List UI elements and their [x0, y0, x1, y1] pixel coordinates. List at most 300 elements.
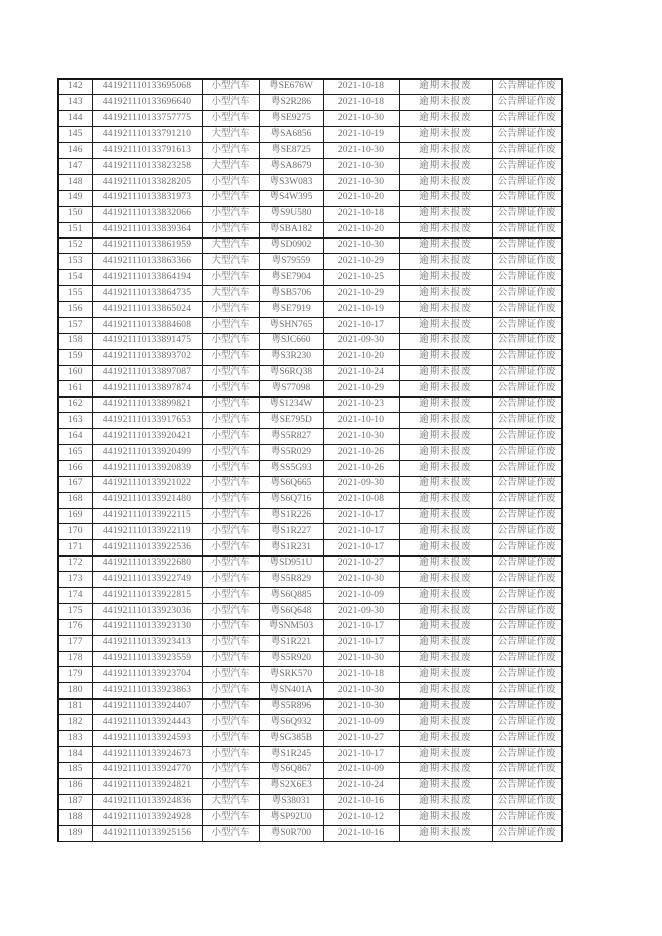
date-cell: 2021-10-26	[323, 444, 399, 460]
status-cell: 逾期未报废	[399, 270, 492, 286]
date-cell: 2021-10-20	[323, 222, 399, 238]
vehicle-type-cell: 小型汽车	[202, 301, 259, 317]
date-cell: 2021-10-09	[323, 588, 399, 604]
vehicle-type-cell: 小型汽车	[202, 143, 259, 159]
note-cell: 公告牌证作废	[492, 317, 562, 333]
plate-number-cell: 粤SP92U0	[259, 810, 323, 826]
table-row	[58, 429, 562, 445]
note-cell: 公告牌证作废	[492, 826, 562, 842]
plate-number-cell: 粤S5R829	[259, 572, 323, 588]
note-cell: 公告牌证作废	[492, 460, 562, 476]
note-cell: 公告牌证作废	[492, 238, 562, 254]
vehicle-type-cell: 小型汽车	[202, 429, 259, 445]
date-cell: 2021-10-20	[323, 190, 399, 206]
table-row	[58, 603, 562, 619]
plate-number-cell: 粤S0R700	[259, 826, 323, 842]
status-cell: 逾期未报废	[399, 222, 492, 238]
note-cell: 公告牌证作废	[492, 254, 562, 270]
plate-number-cell: 粤S6Q716	[259, 492, 323, 508]
table-row	[58, 158, 562, 174]
vehicle-type-cell: 小型汽车	[202, 731, 259, 747]
plate-number-cell: 粤S1R227	[259, 524, 323, 540]
row-number-cell: 153	[58, 254, 92, 270]
note-cell: 公告牌证作废	[492, 111, 562, 127]
table-row	[58, 794, 562, 810]
table-row	[58, 556, 562, 572]
record-id-cell: 441921110133791210	[92, 127, 202, 143]
record-id-cell: 441921110133922680	[92, 556, 202, 572]
note-cell: 公告牌证作废	[492, 699, 562, 715]
plate-number-cell: 粤SG385B	[259, 731, 323, 747]
record-id-cell: 441921110133839364	[92, 222, 202, 238]
status-cell: 逾期未报废	[399, 349, 492, 365]
status-cell: 逾期未报废	[399, 492, 492, 508]
row-number-cell: 180	[58, 683, 92, 699]
status-cell: 逾期未报废	[399, 95, 492, 111]
note-cell: 公告牌证作废	[492, 667, 562, 683]
row-number-cell: 179	[58, 667, 92, 683]
vehicle-type-cell: 小型汽车	[202, 667, 259, 683]
status-cell: 逾期未报废	[399, 715, 492, 731]
vehicle-records-table	[57, 78, 563, 842]
table-row	[58, 254, 562, 270]
status-cell: 逾期未报废	[399, 444, 492, 460]
record-id-cell: 441921110133923704	[92, 667, 202, 683]
record-id-cell: 441921110133828205	[92, 174, 202, 190]
table-row	[58, 651, 562, 667]
table-row	[58, 731, 562, 747]
status-cell: 逾期未报废	[399, 746, 492, 762]
note-cell: 公告牌证作废	[492, 444, 562, 460]
vehicle-type-cell: 大型汽车	[202, 794, 259, 810]
plate-number-cell: 粤S1R226	[259, 508, 323, 524]
status-cell: 逾期未报废	[399, 317, 492, 333]
table-row	[58, 619, 562, 635]
row-number-cell: 150	[58, 206, 92, 222]
row-number-cell: 189	[58, 826, 92, 842]
vehicle-type-cell: 小型汽车	[202, 413, 259, 429]
vehicle-type-cell: 小型汽车	[202, 826, 259, 842]
note-cell: 公告牌证作废	[492, 683, 562, 699]
date-cell: 2021-10-19	[323, 127, 399, 143]
row-number-cell: 157	[58, 317, 92, 333]
status-cell: 逾期未报废	[399, 572, 492, 588]
status-cell: 逾期未报废	[399, 524, 492, 540]
row-number-cell: 175	[58, 603, 92, 619]
status-cell: 逾期未报废	[399, 333, 492, 349]
plate-number-cell: 粤SD0902	[259, 238, 323, 254]
plate-number-cell: 粤SN401A	[259, 683, 323, 699]
note-cell: 公告牌证作废	[492, 286, 562, 302]
table-row	[58, 238, 562, 254]
vehicle-type-cell: 小型汽车	[202, 588, 259, 604]
row-number-cell: 178	[58, 651, 92, 667]
status-cell: 逾期未报废	[399, 397, 492, 413]
status-cell: 逾期未报废	[399, 381, 492, 397]
row-number-cell: 146	[58, 143, 92, 159]
vehicle-type-cell: 小型汽车	[202, 635, 259, 651]
date-cell: 2021-10-20	[323, 349, 399, 365]
row-number-cell: 169	[58, 508, 92, 524]
date-cell: 2021-10-09	[323, 762, 399, 778]
record-id-cell: 441921110133923413	[92, 635, 202, 651]
record-id-cell: 441921110133864194	[92, 270, 202, 286]
plate-number-cell: 粤SD951U	[259, 556, 323, 572]
note-cell: 公告牌证作废	[492, 143, 562, 159]
status-cell: 逾期未报废	[399, 810, 492, 826]
row-number-cell: 156	[58, 301, 92, 317]
date-cell: 2021-10-24	[323, 778, 399, 794]
table-row	[58, 460, 562, 476]
status-cell: 逾期未报废	[399, 508, 492, 524]
table-row	[58, 301, 562, 317]
vehicle-type-cell: 大型汽车	[202, 238, 259, 254]
date-cell: 2021-10-23	[323, 397, 399, 413]
table-row	[58, 413, 562, 429]
record-id-cell: 441921110133924407	[92, 699, 202, 715]
plate-number-cell: 粤S1R221	[259, 635, 323, 651]
status-cell: 逾期未报废	[399, 826, 492, 842]
record-id-cell: 441921110133897874	[92, 381, 202, 397]
row-number-cell: 174	[58, 588, 92, 604]
table-row	[58, 444, 562, 460]
vehicle-type-cell: 小型汽车	[202, 778, 259, 794]
note-cell: 公告牌证作废	[492, 79, 562, 95]
plate-number-cell: 粤S6RQ38	[259, 365, 323, 381]
record-id-cell: 441921110133921480	[92, 492, 202, 508]
record-id-cell: 441921110133832066	[92, 206, 202, 222]
table-row	[58, 206, 562, 222]
row-number-cell: 163	[58, 413, 92, 429]
date-cell: 2021-10-30	[323, 143, 399, 159]
table-row	[58, 397, 562, 413]
row-number-cell: 165	[58, 444, 92, 460]
date-cell: 2021-10-27	[323, 556, 399, 572]
table-row	[58, 683, 562, 699]
row-number-cell: 152	[58, 238, 92, 254]
status-cell: 逾期未报废	[399, 158, 492, 174]
row-number-cell: 181	[58, 699, 92, 715]
note-cell: 公告牌证作废	[492, 778, 562, 794]
status-cell: 逾期未报废	[399, 762, 492, 778]
note-cell: 公告牌证作废	[492, 635, 562, 651]
vehicle-type-cell: 大型汽车	[202, 254, 259, 270]
status-cell: 逾期未报废	[399, 365, 492, 381]
date-cell: 2021-09-30	[323, 603, 399, 619]
table-row	[58, 381, 562, 397]
row-number-cell: 145	[58, 127, 92, 143]
record-id-cell: 441921110133757775	[92, 111, 202, 127]
note-cell: 公告牌证作废	[492, 524, 562, 540]
plate-number-cell: 粤S4W395	[259, 190, 323, 206]
note-cell: 公告牌证作废	[492, 381, 562, 397]
row-number-cell: 155	[58, 286, 92, 302]
date-cell: 2021-10-08	[323, 492, 399, 508]
row-number-cell: 184	[58, 746, 92, 762]
vehicle-type-cell: 大型汽车	[202, 127, 259, 143]
note-cell: 公告牌证作废	[492, 333, 562, 349]
row-number-cell: 142	[58, 79, 92, 95]
table-row	[58, 222, 562, 238]
note-cell: 公告牌证作废	[492, 508, 562, 524]
note-cell: 公告牌证作废	[492, 190, 562, 206]
status-cell: 逾期未报废	[399, 794, 492, 810]
table-row	[58, 476, 562, 492]
table-row	[58, 778, 562, 794]
plate-number-cell: 粤SHN765	[259, 317, 323, 333]
record-id-cell: 441921110133696640	[92, 95, 202, 111]
status-cell: 逾期未报废	[399, 619, 492, 635]
vehicle-type-cell: 小型汽车	[202, 699, 259, 715]
note-cell: 公告牌证作废	[492, 397, 562, 413]
record-id-cell: 441921110133920839	[92, 460, 202, 476]
date-cell: 2021-10-17	[323, 317, 399, 333]
note-cell: 公告牌证作废	[492, 746, 562, 762]
vehicle-type-cell: 小型汽车	[202, 508, 259, 524]
vehicle-type-cell: 小型汽车	[202, 444, 259, 460]
note-cell: 公告牌证作废	[492, 206, 562, 222]
row-number-cell: 143	[58, 95, 92, 111]
plate-number-cell: 粤S5R896	[259, 699, 323, 715]
row-number-cell: 171	[58, 540, 92, 556]
note-cell: 公告牌证作废	[492, 429, 562, 445]
date-cell: 2021-09-30	[323, 476, 399, 492]
note-cell: 公告牌证作废	[492, 476, 562, 492]
vehicle-type-cell: 小型汽车	[202, 222, 259, 238]
note-cell: 公告牌证作废	[492, 572, 562, 588]
vehicle-type-cell: 大型汽车	[202, 286, 259, 302]
status-cell: 逾期未报废	[399, 651, 492, 667]
vehicle-type-cell: 小型汽车	[202, 619, 259, 635]
date-cell: 2021-10-17	[323, 524, 399, 540]
record-id-cell: 441921110133922536	[92, 540, 202, 556]
vehicle-type-cell: 小型汽车	[202, 540, 259, 556]
status-cell: 逾期未报废	[399, 301, 492, 317]
record-id-cell: 441921110133923130	[92, 619, 202, 635]
plate-number-cell: 粤S79559	[259, 254, 323, 270]
table-row	[58, 524, 562, 540]
date-cell: 2021-10-30	[323, 572, 399, 588]
record-id-cell: 441921110133899821	[92, 397, 202, 413]
plate-number-cell: 粤SA6856	[259, 127, 323, 143]
record-id-cell: 441921110133923863	[92, 683, 202, 699]
table-row	[58, 715, 562, 731]
vehicle-type-cell: 小型汽车	[202, 762, 259, 778]
plate-number-cell: 粤SNM503	[259, 619, 323, 635]
record-id-cell: 441921110133861959	[92, 238, 202, 254]
row-number-cell: 166	[58, 460, 92, 476]
plate-number-cell: 粤S2R286	[259, 95, 323, 111]
record-id-cell: 441921110133924443	[92, 715, 202, 731]
row-number-cell: 151	[58, 222, 92, 238]
table-row	[58, 492, 562, 508]
row-number-cell: 182	[58, 715, 92, 731]
note-cell: 公告牌证作废	[492, 365, 562, 381]
record-id-cell: 441921110133831973	[92, 190, 202, 206]
plate-number-cell: 粤SJC660	[259, 333, 323, 349]
table-row	[58, 317, 562, 333]
plate-number-cell: 粤SE7919	[259, 301, 323, 317]
date-cell: 2021-10-17	[323, 635, 399, 651]
plate-number-cell: 粤S5R920	[259, 651, 323, 667]
row-number-cell: 147	[58, 158, 92, 174]
row-number-cell: 168	[58, 492, 92, 508]
note-cell: 公告牌证作废	[492, 794, 562, 810]
record-id-cell: 441921110133917653	[92, 413, 202, 429]
vehicle-type-cell: 小型汽车	[202, 746, 259, 762]
date-cell: 2021-10-16	[323, 826, 399, 842]
note-cell: 公告牌证作废	[492, 619, 562, 635]
row-number-cell: 176	[58, 619, 92, 635]
date-cell: 2021-10-30	[323, 158, 399, 174]
date-cell: 2021-10-30	[323, 683, 399, 699]
plate-number-cell: 粤SE7904	[259, 270, 323, 286]
note-cell: 公告牌证作废	[492, 556, 562, 572]
row-number-cell: 161	[58, 381, 92, 397]
table-row	[58, 508, 562, 524]
table-row	[58, 826, 562, 842]
plate-number-cell: 粤S9U580	[259, 206, 323, 222]
vehicle-type-cell: 小型汽车	[202, 460, 259, 476]
plate-number-cell: 粤SBA182	[259, 222, 323, 238]
status-cell: 逾期未报废	[399, 699, 492, 715]
table-row	[58, 127, 562, 143]
record-id-cell: 441921110133920421	[92, 429, 202, 445]
table-row	[58, 762, 562, 778]
plate-number-cell: 粤S77098	[259, 381, 323, 397]
note-cell: 公告牌证作废	[492, 540, 562, 556]
table-row	[58, 588, 562, 604]
status-cell: 逾期未报废	[399, 111, 492, 127]
plate-number-cell: 粤SE9275	[259, 111, 323, 127]
status-cell: 逾期未报废	[399, 476, 492, 492]
status-cell: 逾期未报废	[399, 254, 492, 270]
row-number-cell: 187	[58, 794, 92, 810]
plate-number-cell: 粤S3W083	[259, 174, 323, 190]
table-row	[58, 79, 562, 95]
status-cell: 逾期未报废	[399, 778, 492, 794]
note-cell: 公告牌证作废	[492, 95, 562, 111]
vehicle-type-cell: 小型汽车	[202, 317, 259, 333]
vehicle-type-cell: 小型汽车	[202, 95, 259, 111]
plate-number-cell: 粤S6Q885	[259, 588, 323, 604]
record-id-cell: 441921110133893702	[92, 349, 202, 365]
plate-number-cell: 粤S1R231	[259, 540, 323, 556]
record-id-cell: 441921110133924770	[92, 762, 202, 778]
table-row	[58, 143, 562, 159]
vehicle-type-cell: 小型汽车	[202, 397, 259, 413]
table-row	[58, 333, 562, 349]
vehicle-type-cell: 大型汽车	[202, 158, 259, 174]
vehicle-type-cell: 小型汽车	[202, 190, 259, 206]
note-cell: 公告牌证作废	[492, 270, 562, 286]
date-cell: 2021-10-29	[323, 286, 399, 302]
table-row	[58, 635, 562, 651]
status-cell: 逾期未报废	[399, 190, 492, 206]
table-row	[58, 746, 562, 762]
plate-number-cell: 粤S6Q648	[259, 603, 323, 619]
row-number-cell: 162	[58, 397, 92, 413]
table-row	[58, 667, 562, 683]
record-id-cell: 441921110133695068	[92, 79, 202, 95]
note-cell: 公告牌证作废	[492, 413, 562, 429]
status-cell: 逾期未报废	[399, 238, 492, 254]
plate-number-cell: 粤S5R029	[259, 444, 323, 460]
vehicle-type-cell: 小型汽车	[202, 524, 259, 540]
plate-number-cell: 粤S3R230	[259, 349, 323, 365]
vehicle-type-cell: 小型汽车	[202, 476, 259, 492]
row-number-cell: 159	[58, 349, 92, 365]
note-cell: 公告牌证作废	[492, 762, 562, 778]
plate-number-cell: 粤S6Q665	[259, 476, 323, 492]
vehicle-type-cell: 小型汽车	[202, 333, 259, 349]
vehicle-type-cell: 小型汽车	[202, 365, 259, 381]
date-cell: 2021-10-30	[323, 429, 399, 445]
plate-number-cell: 粤SRK570	[259, 667, 323, 683]
record-id-cell: 441921110133865024	[92, 301, 202, 317]
note-cell: 公告牌证作废	[492, 301, 562, 317]
status-cell: 逾期未报废	[399, 413, 492, 429]
date-cell: 2021-10-18	[323, 95, 399, 111]
note-cell: 公告牌证作废	[492, 731, 562, 747]
row-number-cell: 188	[58, 810, 92, 826]
note-cell: 公告牌证作废	[492, 588, 562, 604]
date-cell: 2021-10-27	[323, 731, 399, 747]
records-tbody	[58, 79, 562, 842]
plate-number-cell: 粤SE795D	[259, 413, 323, 429]
record-id-cell: 441921110133922749	[92, 572, 202, 588]
vehicle-type-cell: 小型汽车	[202, 651, 259, 667]
date-cell: 2021-10-17	[323, 508, 399, 524]
date-cell: 2021-10-18	[323, 206, 399, 222]
date-cell: 2021-10-30	[323, 238, 399, 254]
record-id-cell: 441921110133924821	[92, 778, 202, 794]
date-cell: 2021-10-30	[323, 651, 399, 667]
status-cell: 逾期未报废	[399, 286, 492, 302]
plate-number-cell: 粤S6Q867	[259, 762, 323, 778]
record-id-cell: 441921110133897087	[92, 365, 202, 381]
date-cell: 2021-10-26	[323, 460, 399, 476]
row-number-cell: 173	[58, 572, 92, 588]
record-id-cell: 441921110133920499	[92, 444, 202, 460]
record-id-cell: 441921110133921022	[92, 476, 202, 492]
note-cell: 公告牌证作废	[492, 158, 562, 174]
date-cell: 2021-10-16	[323, 794, 399, 810]
record-id-cell: 441921110133922115	[92, 508, 202, 524]
status-cell: 逾期未报废	[399, 429, 492, 445]
vehicle-type-cell: 小型汽车	[202, 174, 259, 190]
plate-number-cell: 粤S1234W	[259, 397, 323, 413]
plate-number-cell: 粤S2X6E3	[259, 778, 323, 794]
vehicle-type-cell: 小型汽车	[202, 556, 259, 572]
record-id-cell: 441921110133924673	[92, 746, 202, 762]
status-cell: 逾期未报废	[399, 603, 492, 619]
record-id-cell: 441921110133864735	[92, 286, 202, 302]
date-cell: 2021-10-30	[323, 699, 399, 715]
table-row	[58, 572, 562, 588]
date-cell: 2021-10-17	[323, 540, 399, 556]
table-row	[58, 270, 562, 286]
record-id-cell: 441921110133924836	[92, 794, 202, 810]
record-id-cell: 441921110133924928	[92, 810, 202, 826]
plate-number-cell: 粤S5R827	[259, 429, 323, 445]
table-row	[58, 111, 562, 127]
row-number-cell: 164	[58, 429, 92, 445]
date-cell: 2021-10-30	[323, 111, 399, 127]
status-cell: 逾期未报废	[399, 174, 492, 190]
date-cell: 2021-10-18	[323, 667, 399, 683]
table-row	[58, 349, 562, 365]
